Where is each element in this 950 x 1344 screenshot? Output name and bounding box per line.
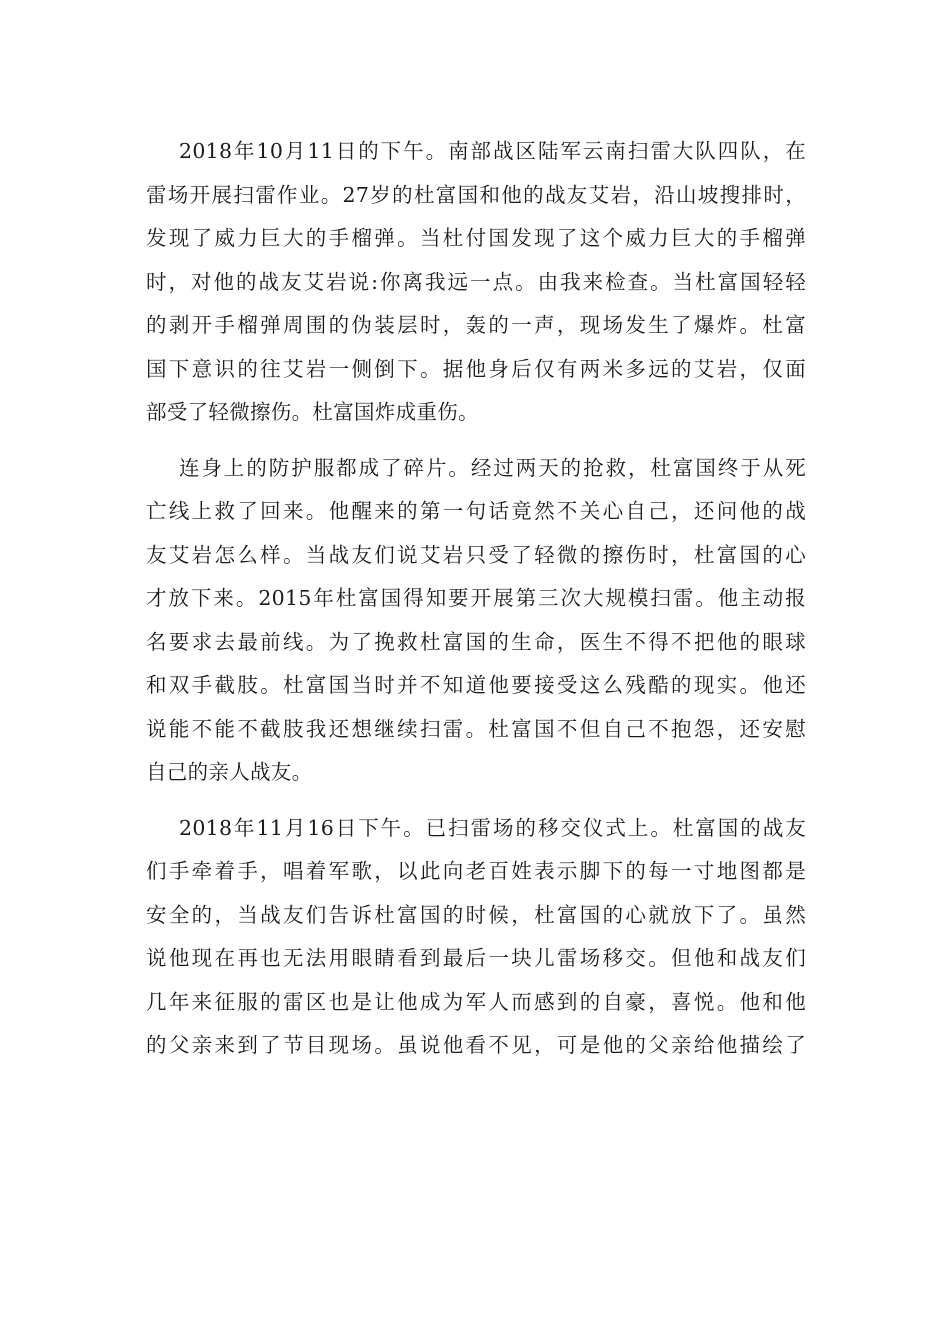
paragraph-1	[146, 130, 806, 435]
text-line: 亡线上救了回来。他醒来的第一句话竟然不关心自己，还问他的战	[146, 499, 806, 523]
text-line: 说能不能不截肢我还想继续扫雷。杜富国不但自己不抱怨，还安慰	[146, 716, 806, 741]
text-line: 自己的亲人战友。	[146, 760, 313, 784]
text-line: 时，对他的战友艾岩说:你离我远一点。由我来检查。当杜富国轻轻	[146, 269, 806, 294]
text-line: 名要求去最前线。为了挽救杜富国的生命，医生不得不把他的眼球	[146, 629, 806, 654]
text-line: 们手牵着手，唱着军歌，以此向老百姓表示脚下的每一寸地图都是	[146, 859, 806, 883]
text-line: 2018年10月11日的下午。南部战区陆军云南扫雷大队四队，在	[179, 139, 806, 163]
text-line: 部受了轻微擦伤。杜富国炸成重伤。	[146, 400, 479, 424]
text-line: 雷场开展扫雷作业。27岁的杜富国和他的战友艾岩，沿山坡搜排时，	[146, 182, 806, 207]
text-line: 才放下来。2015年杜富国得知要开展第三次大规模扫雷。他主动报	[146, 586, 806, 610]
document-body	[146, 130, 806, 1080]
paragraph-2	[146, 447, 806, 795]
text-line: 连身上的防护服都成了碎片。经过两天的抢救，杜富国终于从死	[179, 455, 806, 480]
text-line: 说他现在再也无法用眼睛看到最后一块儿雷场移交。但他和战友们	[146, 946, 806, 970]
text-line: 国下意识的往艾岩一侧倒下。据他身后仅有两米多远的艾岩，仅面	[146, 356, 806, 381]
text-line: 安全的，当战友们告诉杜富国的时候，杜富国的心就放下了。虽然	[146, 902, 806, 927]
text-line: 的剥开手榴弹周围的伪装层时，轰的一声，现场发生了爆炸。杜富	[146, 313, 806, 337]
text-line: 的父亲来到了节目现场。虽说他看不见，可是他的父亲给他描绘了	[146, 1033, 806, 1057]
paragraph-3	[146, 807, 806, 1068]
text-line: 几年来征服的雷区也是让他成为军人而感到的自豪，喜悦。他和他	[146, 989, 806, 1014]
text-line: 友艾岩怎么样。当战友们说艾岩只受了轻微的擦伤时，杜富国的心	[146, 542, 806, 567]
text-line: 2018年11月16日下午。已扫雷场的移交仪式上。杜富国的战友	[179, 815, 806, 840]
text-line: 和双手截肢。杜富国当时并不知道他要接受这么残酷的现实。他还	[146, 673, 806, 697]
text-line: 发现了威力巨大的手榴弹。当杜付国发现了这个威力巨大的手榴弹	[146, 226, 806, 250]
